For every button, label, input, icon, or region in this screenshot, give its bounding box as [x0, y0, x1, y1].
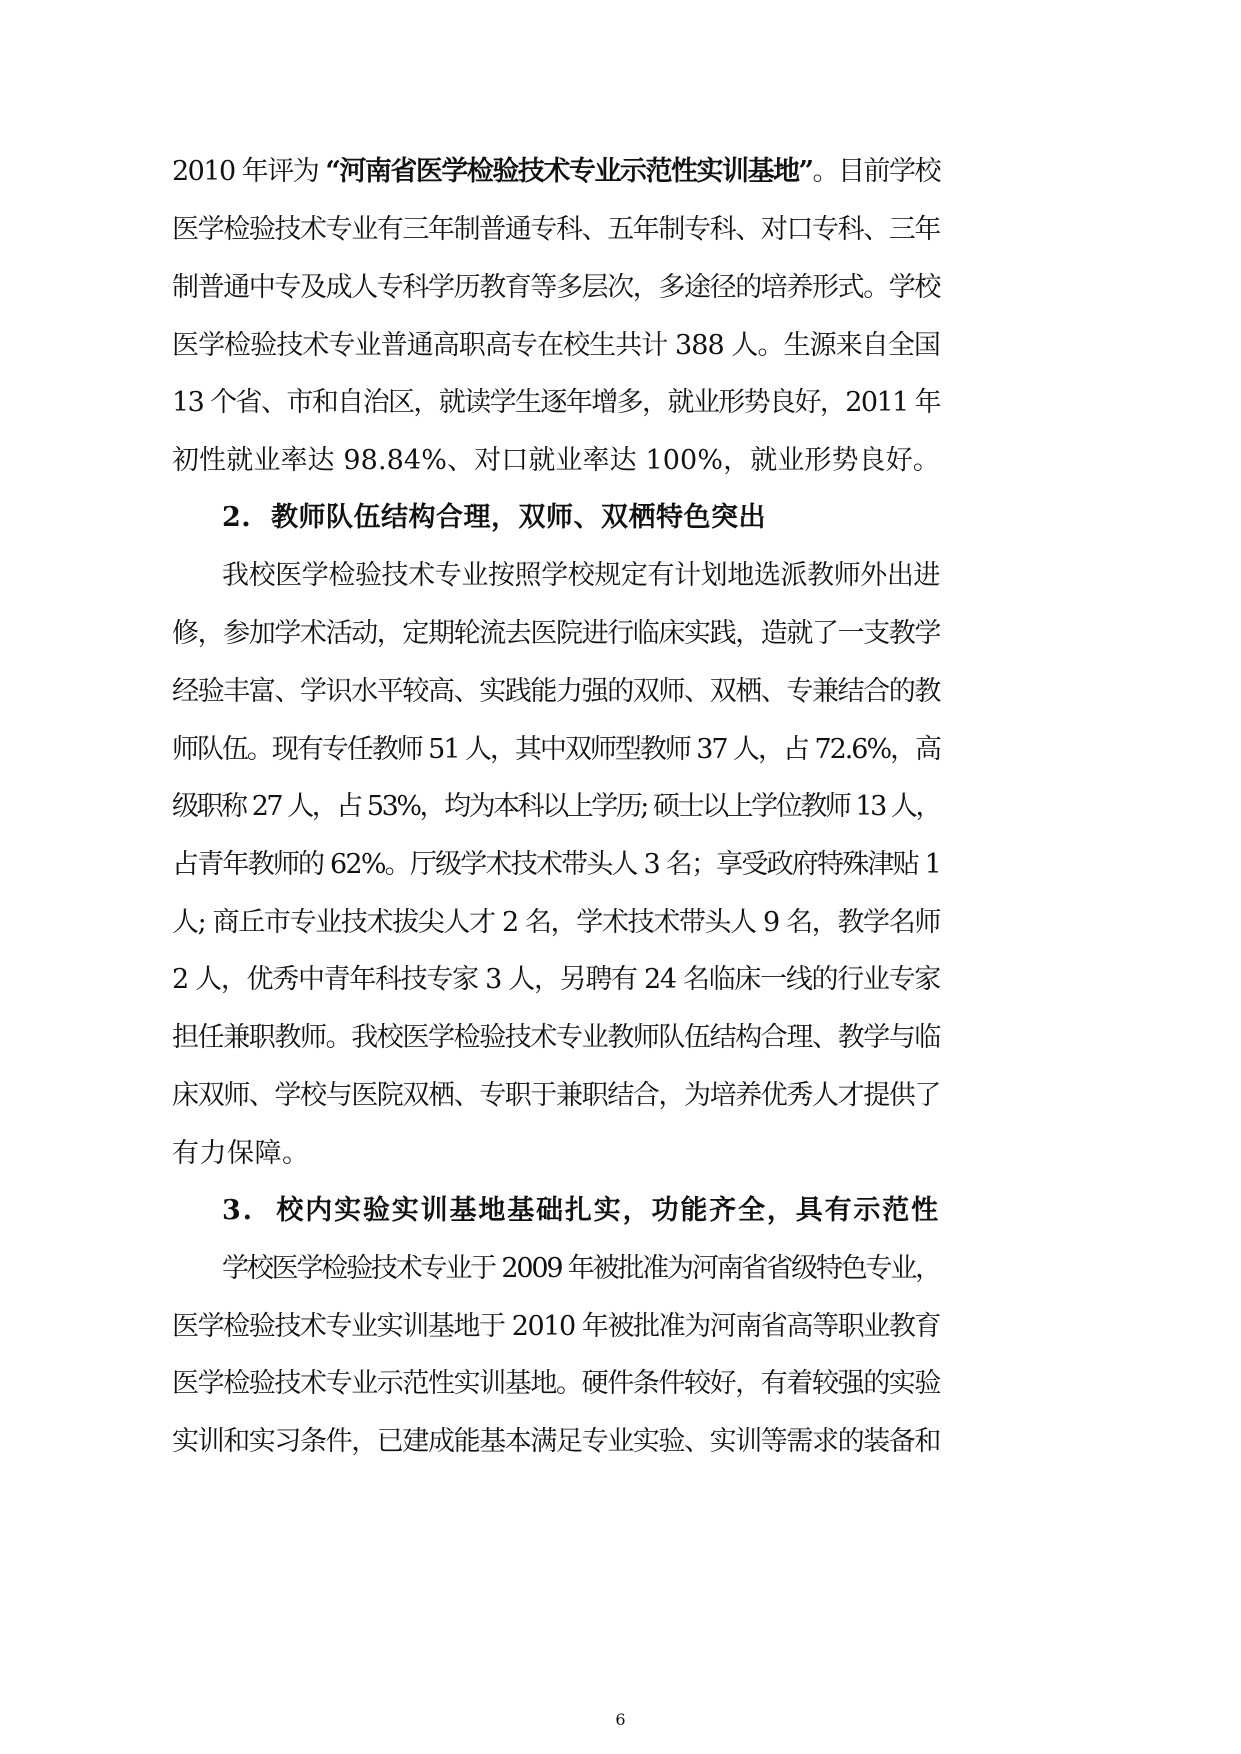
- paragraph-line: [172, 720, 940, 780]
- text-segment: 师队伍。现有专任教师 51 人，其中双师型教师 37 人，占 72.6%，高: [172, 734, 940, 765]
- paragraph-line: [172, 662, 940, 722]
- text-segment: 担任兼职教师。我校医学检验技术专业教师队伍结构合理、教学与临: [172, 1022, 940, 1053]
- paragraph-line: [172, 1297, 940, 1357]
- paragraph-line: [172, 431, 940, 491]
- paragraph-line: [172, 1008, 940, 1068]
- text-segment: 13 个省、市和自治区，就读学生逐年增多，就业形势良好，2011 年: [172, 387, 940, 418]
- paragraph-line: [172, 258, 940, 318]
- bold-text: 2. 教师队伍结构合理，双师、双栖特色突出: [222, 502, 766, 533]
- paragraph-line: [172, 893, 940, 953]
- text-segment: 。目前学校: [812, 156, 940, 187]
- paragraph-line: [172, 1412, 940, 1472]
- text-segment: 2 人，优秀中青年科技专家 3 人，另聘有 24 名临床一线的行业专家: [172, 964, 940, 995]
- bold-text: 3. 校内实验实训基地基础扎实，功能齐全，具有示范性: [222, 1195, 940, 1226]
- text-segment: 医学检验技术专业示范性实训基地。硬件条件较好，有着较强的实验: [172, 1368, 940, 1399]
- paragraph-line: [172, 835, 940, 895]
- text-segment: 级职称 27 人，占 53%，均为本科以上学历; 硕士以上学位教师 13 人，: [172, 791, 940, 822]
- text-segment: 2010 年评为: [172, 156, 326, 187]
- bold-text: “河南省医学检验技术专业示范性实训基地”: [325, 156, 813, 187]
- text-segment: 床双师、学校与医院双栖、专职于兼职结合，为培养优秀人才提供了: [172, 1080, 940, 1111]
- paragraph-line: [172, 1066, 940, 1126]
- paragraph-line: [172, 1354, 940, 1414]
- paragraph-line: [172, 604, 940, 664]
- text-segment: 有力保障。: [172, 1138, 310, 1169]
- paragraph-line: [172, 316, 940, 376]
- section-heading: [222, 1181, 940, 1241]
- text-segment: 医学检验技术专业有三年制普通专科、五年制专科、对口专科、三年: [172, 214, 940, 245]
- paragraph-line: [172, 373, 940, 433]
- page-number: 6: [615, 1710, 626, 1729]
- paragraph-line: [222, 546, 940, 606]
- text-segment: 我校医学检验技术专业按照学校规定有计划地选派教师外出进: [222, 560, 940, 591]
- section-heading: [222, 488, 940, 548]
- text-segment: 人; 商丘市专业技术拔尖人才 2 名，学术技术带头人 9 名，教学名师: [172, 907, 940, 938]
- paragraph-line: [172, 200, 940, 260]
- text-segment: 占青年教师的 62%。厅级学术技术带头人 3 名；享受政府特殊津贴 1: [172, 849, 940, 880]
- text-segment: 医学检验技术专业普通高职高专在校生共计 388 人。生源来自全国: [172, 330, 940, 361]
- text-segment: 初性就业率达 98.84%、对口就业率达 100%，就业形势良好。: [172, 445, 940, 476]
- paragraph-line: [172, 142, 940, 202]
- text-segment: 修，参加学术活动，定期轮流去医院进行临床实践，造就了一支教学: [172, 618, 940, 649]
- text-segment: 制普通中专及成人专科学历教育等多层次，多途径的培养形式。学校: [172, 272, 940, 303]
- paragraph-line: [172, 950, 940, 1010]
- text-segment: 实训和实习条件，已建成能基本满足专业实验、实训等需求的装备和: [172, 1426, 940, 1457]
- text-segment: 经验丰富、学识水平较高、实践能力强的双师、双栖、专兼结合的教: [172, 676, 940, 707]
- text-segment: 学校医学检验技术专业于 2009 年被批准为河南省省级特色专业，: [222, 1253, 940, 1284]
- paragraph-line: [172, 1124, 940, 1184]
- paragraph-line: [172, 777, 940, 837]
- paragraph-line: [222, 1239, 940, 1299]
- text-segment: 医学检验技术专业实训基地于 2010 年被批准为河南省高等职业教育: [172, 1311, 940, 1342]
